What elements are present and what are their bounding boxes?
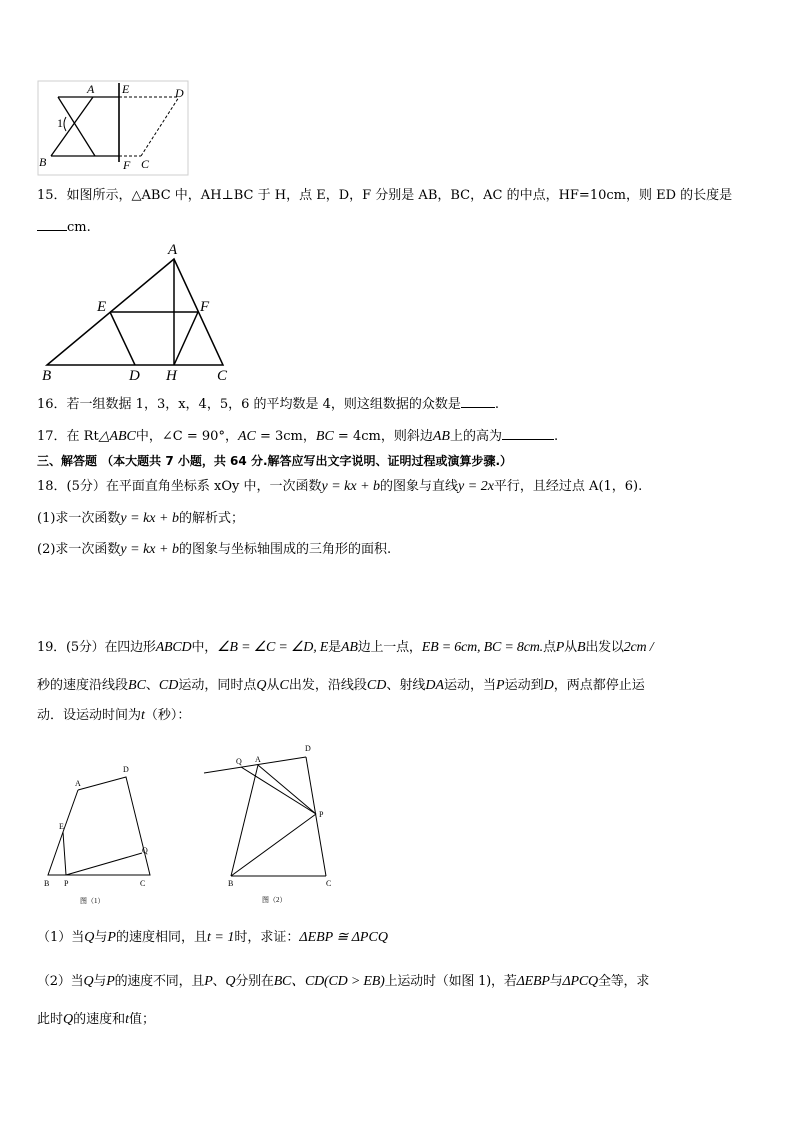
label-P: P xyxy=(64,879,69,888)
label-C: C xyxy=(141,157,150,171)
label-B: B xyxy=(228,879,234,888)
label-E: E xyxy=(59,822,64,831)
q18-part1: (1)求一次函数y = kx + b的解析式； xyxy=(37,511,244,526)
label-C: C xyxy=(217,368,228,384)
label-D: D xyxy=(129,368,140,384)
figure-q15 xyxy=(38,240,238,385)
label-A: A xyxy=(75,779,81,788)
angle-label-1: 1 xyxy=(57,116,63,130)
label-B: B xyxy=(44,879,50,888)
q18-part2: (2)求一次函数y = kx + b的图象与坐标轴围成的三角形的面积. xyxy=(37,542,392,557)
q15-line2: cm. xyxy=(37,218,91,237)
label-B: B xyxy=(39,155,47,169)
q16-answer-blank xyxy=(461,395,495,408)
q17-answer-blank xyxy=(502,427,554,440)
q19-line1: 19．(5分）在四边形ABCD中，∠B = ∠C = ∠D, E是AB边上一点，EB = 6cm, BC = 8cm.点P从B出发以2cm / xyxy=(37,640,654,655)
q19-part2-line1: （2）当Q与P的速度不同，且P、Q分别在BC、CD(CD > EB)上运动时（如图 1)，若ΔEBP与ΔPCQ全等，求 xyxy=(37,974,650,989)
label-H: H xyxy=(166,368,177,384)
section-3-heading: 三、解答题 （本大题共 7 小题，共 64 分.解答应写出文字说明、证明过程或演算步骤.） xyxy=(37,454,513,468)
label-E: E xyxy=(97,299,107,315)
figure-q19-2 xyxy=(200,740,345,910)
label-C: C xyxy=(140,879,146,888)
label-Q: Q xyxy=(142,846,148,855)
q19-part2-line2: 此时Q的速度和t值； xyxy=(37,1012,156,1027)
figure-2-caption: 图（2） xyxy=(262,896,287,904)
label-Q: Q xyxy=(236,757,242,766)
label-B: B xyxy=(42,368,52,384)
label-P: P xyxy=(319,810,324,819)
figure-q14 xyxy=(37,80,189,176)
label-A: A xyxy=(255,755,261,764)
label-D: D xyxy=(175,86,184,100)
q19-part1: （1）当Q与P的速度相同，且t = 1时，求证：ΔEBP ≅ ΔPCQ xyxy=(37,930,388,945)
label-F: F xyxy=(200,299,210,315)
q15-line1: 15．如图所示，△ABC 中，AH⊥BC 于 H，点 E，D，F 分别是 AB，BC，AC 的中点，HF=10cm，则 ED 的长度是 xyxy=(37,188,733,203)
figure-1-caption: 图（1） xyxy=(80,897,105,905)
figure-q19-1 xyxy=(38,760,168,910)
label-D: D xyxy=(123,765,129,774)
label-A: A xyxy=(87,82,95,96)
q18-stem: 18．(5分）在平面直角坐标系 xOy 中，一次函数y = kx + b的图象与直线y = 2x平行，且经过点 A(1，6). xyxy=(37,479,643,494)
label-C: C xyxy=(326,879,332,888)
label-E: E xyxy=(122,82,130,96)
q19-line3: 动．设运动时间为t（秒）： xyxy=(37,708,191,723)
q16: 16．若一组数据 1，3，x，4，5，6 的平均数是 4，则这组数据的众数是 . xyxy=(37,397,500,412)
q15-answer-blank xyxy=(37,218,67,231)
q19-line2: 秒的速度沿线段BC、CD运动，同时点Q从C出发，沿线段CD、射线DA运动，当P运动到D，两点都停止运 xyxy=(37,678,645,693)
label-F: F xyxy=(123,158,131,172)
label-A: A xyxy=(168,242,178,258)
label-D: D xyxy=(305,744,311,753)
q17: 17．在 Rt△ABC中，∠C = 90°，AC = 3cm，BC = 4cm，则斜边AB上的高为 . xyxy=(37,429,559,444)
